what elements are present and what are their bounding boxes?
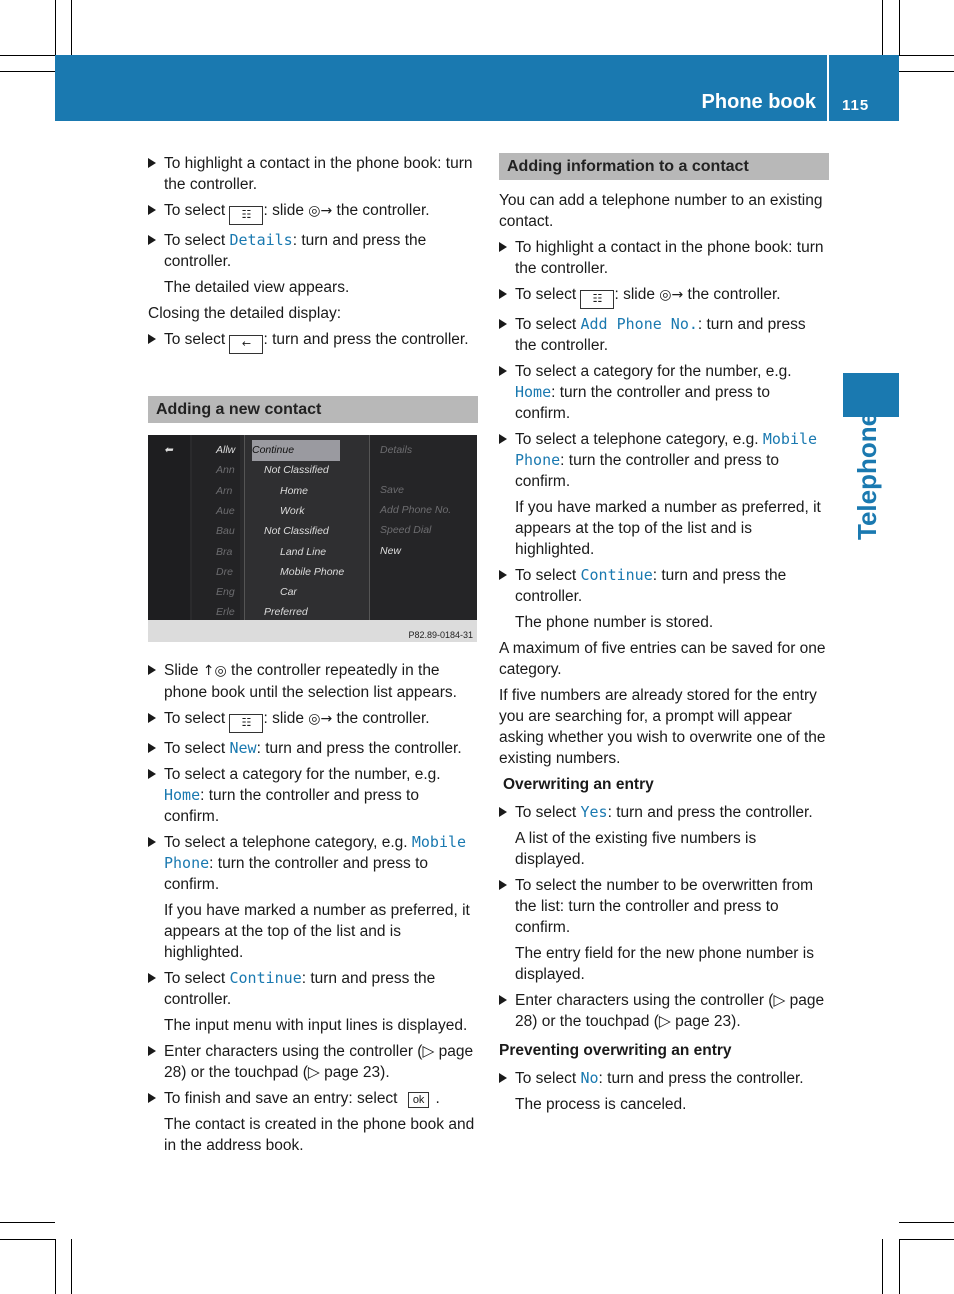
crop-mark — [899, 0, 900, 55]
instruction-step — [148, 1088, 478, 1156]
display-term: Continue — [580, 566, 653, 584]
phone-book-icon: ☷ — [229, 714, 263, 733]
page-header — [55, 55, 899, 121]
crop-mark — [899, 1239, 954, 1240]
step-text: To select a telephone category, e.g. — [515, 431, 763, 448]
screenshot-menu-item: Eng — [216, 586, 235, 599]
display-term: Home — [515, 383, 552, 401]
instruction-step — [499, 875, 829, 985]
step-text: : slide — [614, 286, 660, 303]
instruction-step — [148, 708, 478, 733]
screenshot-menu-item: Land Line — [280, 545, 327, 558]
bullet-arrow-icon — [148, 205, 156, 215]
section-heading: Adding information to a contact — [499, 153, 829, 180]
step-text: To select — [164, 970, 230, 987]
instruction-step — [499, 429, 829, 560]
header-divider — [827, 55, 829, 121]
bullet-arrow-icon — [499, 995, 507, 1005]
bullet-arrow-icon — [499, 880, 507, 890]
crop-mark — [899, 55, 954, 56]
body-text: If five numbers are already stored for the entry you are searching for, a prompt will appear asking whether you wish to overwrite one of the existing numbers. — [499, 687, 826, 767]
phone-book-icon: ☷ — [229, 206, 263, 225]
screenshot-menu-item: Dre — [216, 565, 233, 578]
bullet-arrow-icon — [148, 1093, 156, 1103]
overwrite-steps — [499, 802, 829, 1032]
screenshot-back-column — [148, 435, 190, 620]
screenshot-menu-item: Mobile Phone — [280, 565, 345, 578]
screenshot-footer — [148, 620, 477, 642]
step-text: : slide — [263, 710, 309, 727]
instruction-step — [499, 284, 829, 309]
crop-mark — [0, 1222, 55, 1223]
display-term: Yes — [580, 803, 608, 821]
display-term: Details — [229, 231, 293, 249]
bullet-arrow-icon — [148, 235, 156, 245]
controller-slide-up-icon: ↑◎ — [202, 663, 227, 679]
crop-mark — [55, 1239, 56, 1294]
prevent-steps — [499, 1068, 829, 1115]
display-screenshot — [148, 435, 477, 642]
bullet-arrow-icon — [499, 434, 507, 444]
crop-mark — [882, 0, 883, 55]
screenshot-menu-item: Arn — [216, 484, 233, 497]
screenshot-menu-item: Add Phone No. — [380, 504, 452, 516]
crop-mark — [0, 1239, 55, 1240]
crop-mark — [55, 0, 56, 55]
instruction-step — [148, 660, 478, 703]
screenshot-menu-item: Speed Dial — [380, 524, 432, 536]
screenshot-menu-item: ⬅ — [164, 444, 173, 456]
screenshot-menu-item: Car — [280, 586, 297, 599]
step-result: If you have marked a number as preferred, it appears at the top of the list and is highlighted. — [515, 499, 821, 558]
step-result: The detailed view appears. — [164, 279, 350, 296]
screenshot-menu-item: Not Classified — [264, 525, 329, 538]
display-term: No — [580, 1069, 599, 1087]
step-text: To select the number to be overwritten from the list: turn the controller and press to confirm. — [515, 877, 814, 936]
bullet-arrow-icon — [148, 334, 156, 344]
step-text: To select — [515, 316, 581, 333]
display-term: Add Phone No. — [580, 315, 698, 333]
step-text: To select — [515, 567, 581, 584]
instruction-step — [148, 738, 478, 759]
screenshot-menu-item: Ann — [216, 464, 235, 477]
step-text: To select a category for the number, e.g. — [515, 363, 792, 380]
subsection-heading: Preventing overwriting an entry — [499, 1042, 732, 1059]
step-text: : turn and press the controller. — [515, 567, 787, 605]
instruction-step — [499, 1068, 829, 1115]
chapter-label: Telephone — [852, 411, 882, 540]
step-text: : turn the controller and press to confirm. — [164, 787, 419, 825]
section-heading: Adding a new contact — [148, 396, 478, 423]
step-text: To select — [164, 710, 230, 727]
new-contact-steps — [148, 660, 478, 1156]
closing-label: Closing the detailed display: — [148, 305, 342, 322]
instruction-step — [148, 764, 478, 827]
step-text: To select — [515, 804, 581, 821]
bullet-arrow-icon — [499, 1073, 507, 1083]
bullet-arrow-icon — [499, 807, 507, 817]
intro-text: You can add a telephone number to an existing contact. — [499, 192, 823, 230]
step-text: : turn and press the controller. — [164, 970, 436, 1008]
bullet-arrow-icon — [499, 319, 507, 329]
step-text: Enter characters using the controller (▷ page 28) or the touchpad (▷ page 23). — [164, 1043, 474, 1081]
crop-mark — [0, 71, 55, 72]
page-title: Phone book — [701, 91, 816, 113]
step-text: : turn the controller and press to confirm. — [515, 452, 779, 490]
step-result: The entry field for the new phone number is displayed. — [515, 945, 814, 983]
step-result: The contact is created in the phone book and in the address book. — [164, 1116, 475, 1154]
instruction-step — [148, 968, 478, 1036]
bullet-arrow-icon — [148, 973, 156, 983]
display-term: Mobile Phone — [164, 833, 467, 872]
step-text: the controller repeatedly in the phone book until the selection list appears. — [164, 662, 457, 701]
display-term: Continue — [229, 969, 302, 987]
step-text: Enter characters using the controller (▷ page 28) or the touchpad (▷ page 23). — [515, 992, 825, 1030]
phone-book-icon: ☷ — [580, 290, 614, 309]
step-text: : turn and press the controller. — [256, 740, 462, 757]
closing-steps — [148, 329, 478, 354]
step-text: To highlight a contact in the phone book: turn the controller. — [164, 155, 473, 193]
display-term: Home — [164, 786, 201, 804]
step-text: To select — [164, 232, 230, 249]
instruction-step — [499, 802, 829, 870]
crop-mark — [0, 55, 55, 56]
instruction-step — [148, 200, 478, 225]
crop-mark — [899, 1239, 900, 1294]
screenshot-menu-item: Erle — [216, 606, 235, 619]
step-text: : turn and press the controller. — [515, 316, 806, 354]
instruction-step — [148, 230, 478, 298]
subsection-heading: Overwriting an entry — [503, 776, 654, 793]
screenshot-code: P82.89-0184-31 — [408, 630, 473, 640]
step-text: To select — [164, 740, 230, 757]
instruction-step — [499, 565, 829, 633]
body-text: A maximum of five entries can be saved for one category. — [499, 640, 826, 678]
crop-mark — [71, 0, 72, 55]
screenshot-menu-item: Bau — [216, 525, 235, 538]
crop-mark — [899, 71, 954, 72]
instruction-step — [148, 329, 478, 354]
bullet-arrow-icon — [499, 366, 507, 376]
step-text: : turn and press the controller. — [263, 331, 469, 348]
crop-mark — [899, 1222, 954, 1223]
step-text: To select a telephone category, e.g. — [164, 834, 412, 851]
screenshot-menu-item: Home — [280, 484, 309, 497]
step-text: To select — [164, 202, 230, 219]
instruction-step — [499, 990, 829, 1032]
step-text: To finish and save an entry: select — [164, 1090, 402, 1107]
step-text: : turn the controller and press to confirm. — [515, 384, 770, 422]
chapter-tab — [843, 373, 899, 417]
bullet-arrow-icon — [499, 289, 507, 299]
screenshot-menu-item: New — [380, 545, 402, 557]
controller-slide-right-icon: ◎→ — [308, 203, 333, 219]
bullet-arrow-icon — [148, 837, 156, 847]
step-text: : turn the controller and press to confirm. — [164, 855, 428, 893]
screenshot-menu-item: Not Classified — [264, 464, 329, 477]
screenshot-menu-item: Save — [380, 484, 404, 496]
instruction-step — [499, 314, 829, 356]
bullet-arrow-icon — [148, 769, 156, 779]
step-text: To select — [164, 331, 230, 348]
controller-slide-right-icon: ◎→ — [308, 711, 333, 727]
intro-steps — [148, 153, 478, 298]
screenshot-menu-item: Preferred — [264, 606, 308, 619]
screenshot-menu-item: Aue — [216, 504, 235, 517]
step-text: To select a category for the number, e.g. — [164, 766, 441, 783]
instruction-step — [148, 832, 478, 963]
crop-mark — [71, 1239, 72, 1294]
step-text: To select — [515, 286, 581, 303]
display-term: Mobile Phone — [515, 430, 818, 469]
bullet-arrow-icon — [148, 1046, 156, 1056]
step-text: the controller. — [332, 710, 430, 727]
right-column — [499, 153, 829, 1120]
instruction-step — [499, 361, 829, 424]
step-text: : turn and press the controller. — [598, 1070, 804, 1087]
step-result: The process is canceled. — [515, 1096, 687, 1113]
instruction-step — [499, 237, 829, 279]
add-info-steps — [499, 237, 829, 633]
back-icon: ← — [229, 335, 263, 354]
step-text: To select — [515, 1070, 581, 1087]
bullet-arrow-icon — [499, 570, 507, 580]
screenshot-menu-item: Details — [380, 444, 413, 456]
bullet-arrow-icon — [499, 242, 507, 252]
bullet-arrow-icon — [148, 743, 156, 753]
crop-mark — [882, 1239, 883, 1294]
step-result: The phone number is stored. — [515, 614, 714, 631]
step-text: Slide — [164, 662, 203, 679]
step-text: : turn and press the controller. — [164, 232, 427, 270]
controller-slide-right-icon: ◎→ — [659, 287, 684, 303]
step-text: the controller. — [683, 286, 781, 303]
step-text: . — [435, 1090, 440, 1107]
step-text: To highlight a contact in the phone book: turn the controller. — [515, 239, 824, 277]
left-column — [148, 153, 478, 1161]
display-term: New — [229, 739, 257, 757]
screenshot-menu-item: Continue — [252, 440, 340, 461]
bullet-arrow-icon — [148, 158, 156, 168]
step-result: A list of the existing five numbers is displayed. — [515, 830, 757, 868]
step-result: The input menu with input lines is displayed. — [164, 1017, 468, 1034]
ok-icon: ok — [408, 1092, 430, 1108]
bullet-arrow-icon — [148, 665, 156, 675]
step-result: If you have marked a number as preferred, it appears at the top of the list and is highlighted. — [164, 902, 470, 961]
bullet-arrow-icon — [148, 713, 156, 723]
screenshot-menu-item: Allw — [216, 444, 236, 456]
step-text: : slide — [263, 202, 309, 219]
screenshot-menu-item: Bra — [216, 545, 233, 558]
instruction-step — [148, 1041, 478, 1083]
screenshot-menu-item: Work — [280, 504, 305, 517]
page-number: 115 — [842, 97, 870, 114]
step-text: the controller. — [332, 202, 430, 219]
step-text: : turn and press the controller. — [607, 804, 813, 821]
instruction-step — [148, 153, 478, 195]
